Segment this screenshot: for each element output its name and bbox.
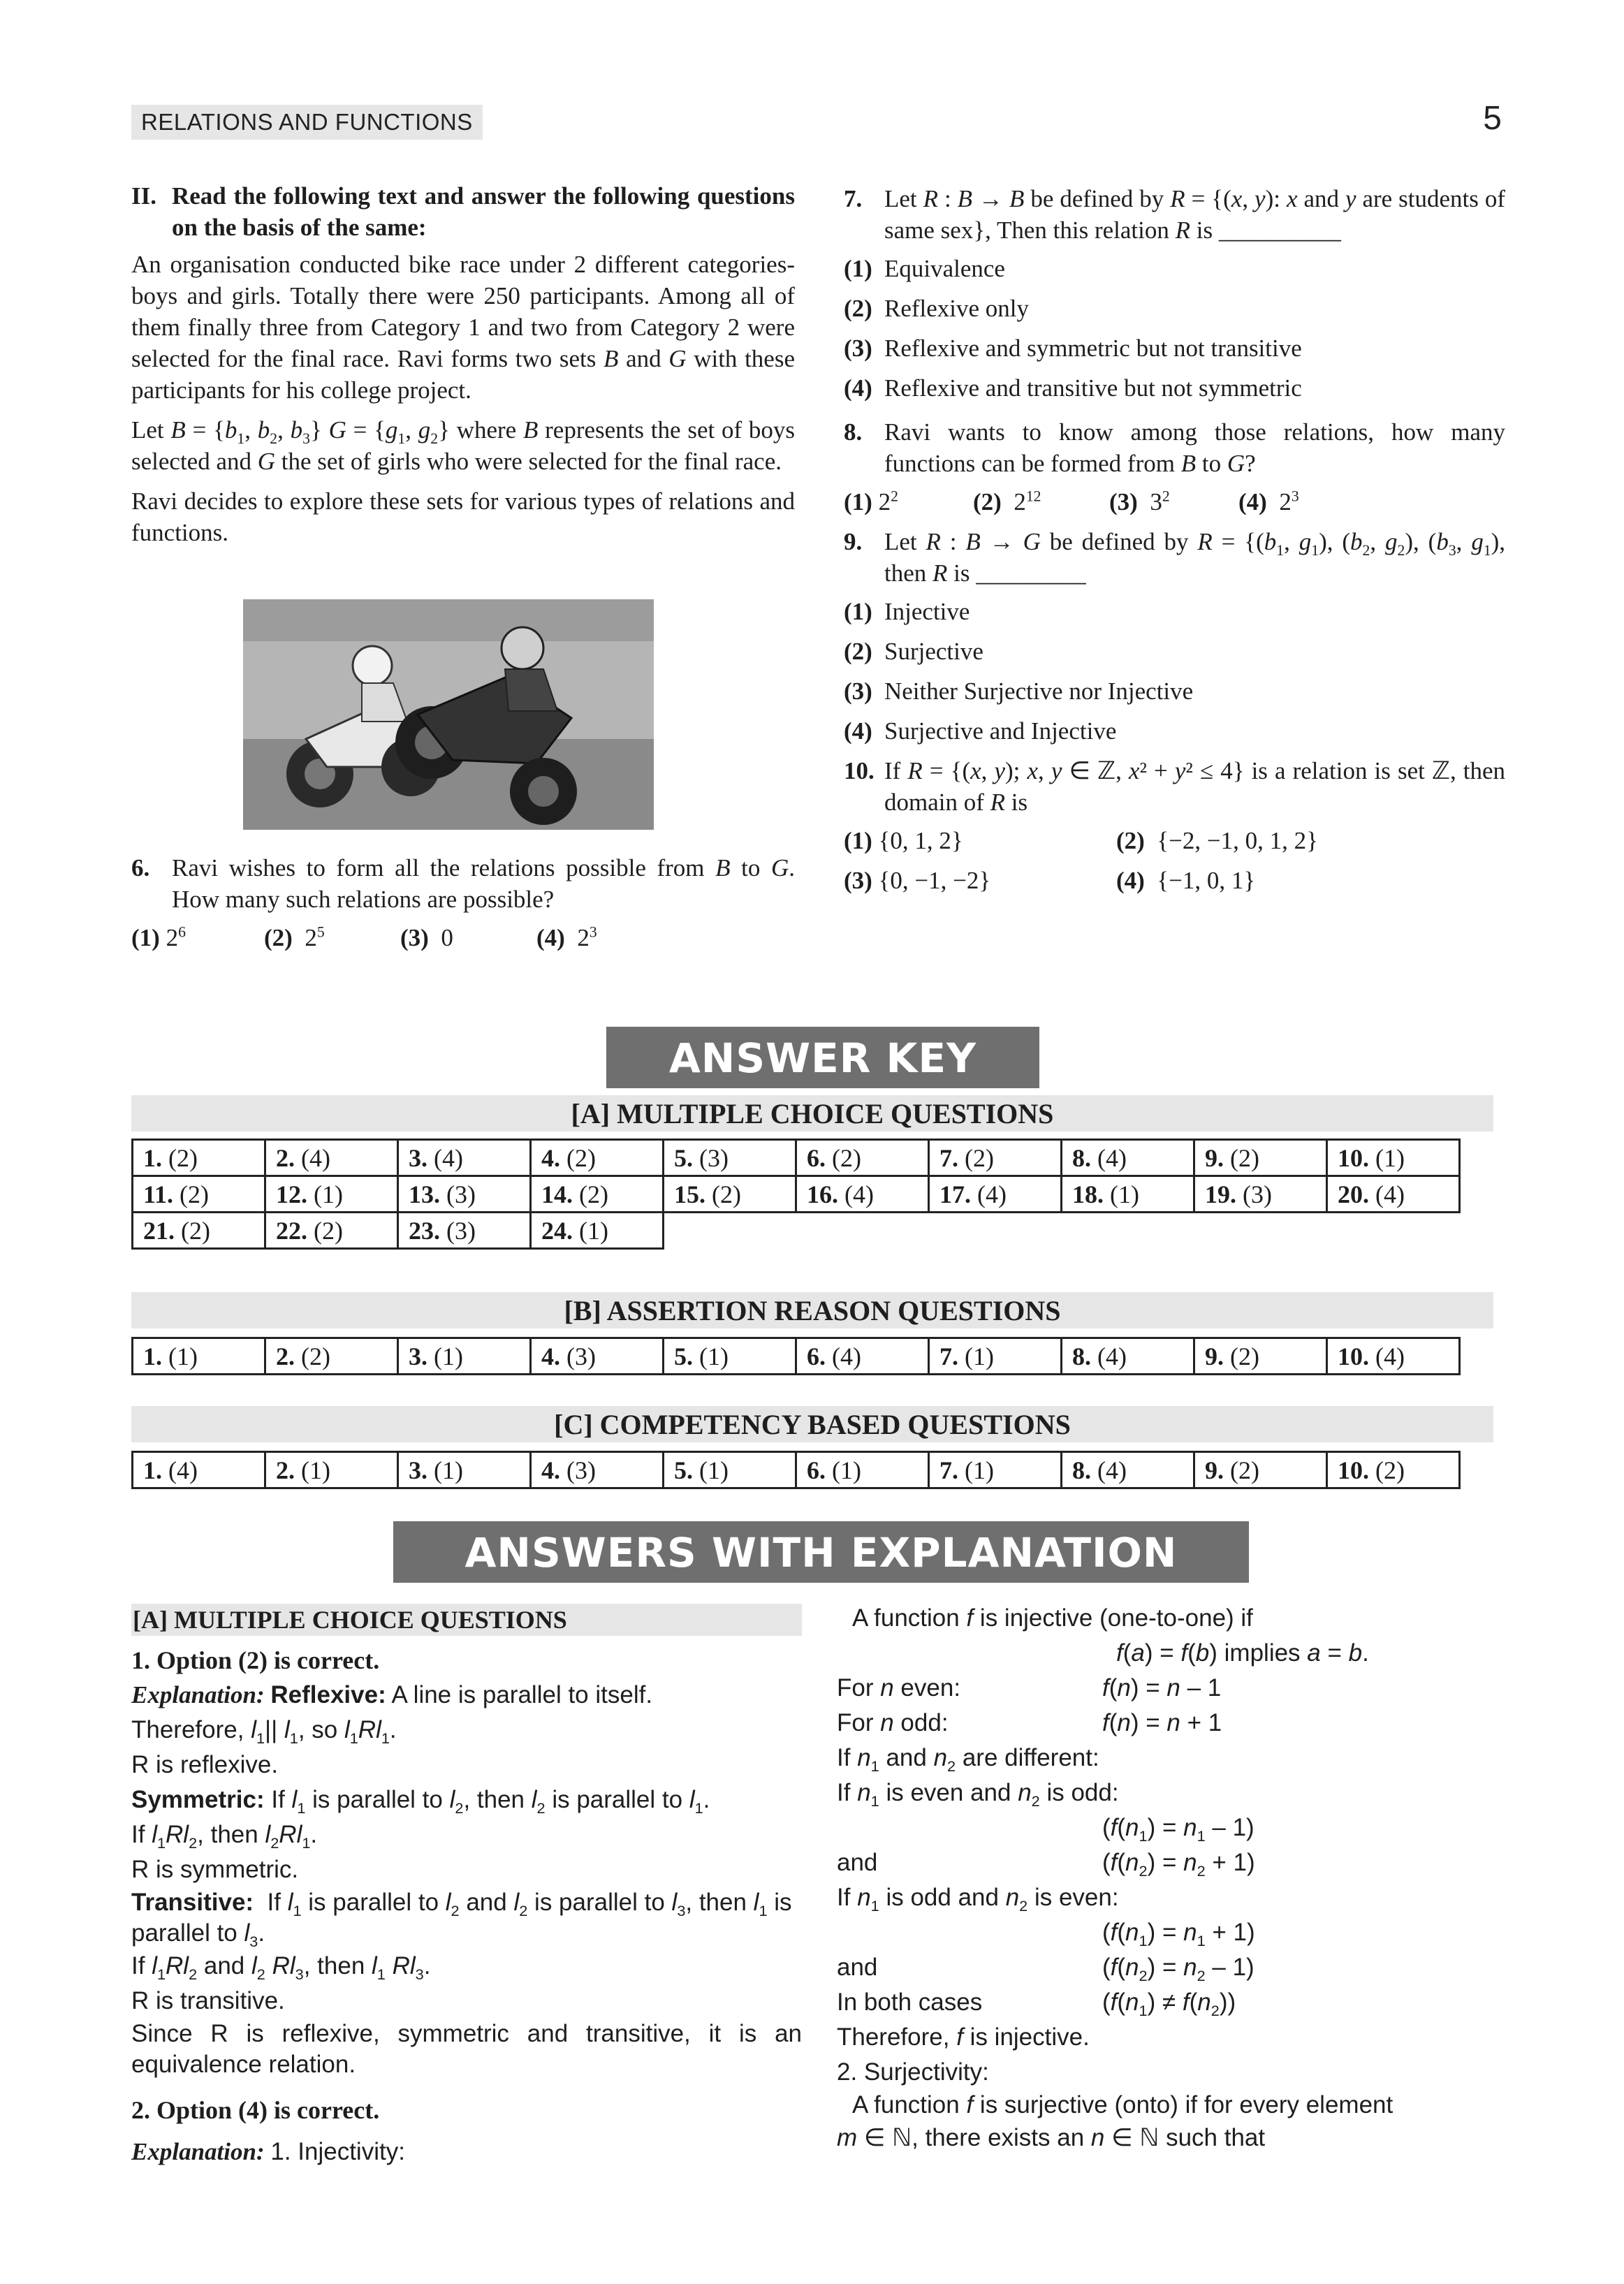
answer-option: (4)	[1097, 1143, 1127, 1172]
page-number: 5	[1483, 100, 1502, 137]
answer-option: (1)	[434, 1456, 463, 1484]
answer-number: 17.	[939, 1180, 971, 1208]
answer-1-explanation: Explanation: Reflexive: A line is parallel to itself. Therefore, $l_1||$ $l_1$, so $l_1Rl_1$. R is reflexive. Symmetric: If $l_1$ is parallel to $l_2$, then $l_2$ is parallel to $l_1$. If $l_1Rl_2$, then $l_2Rl_1$. R is symmetric. Transitive: If $l_1$ is parallel to $l_2$ and $l_2$ is parallel to $l_3$, then $l_1$ is parallel to $l_3$. If $l_1Rl_2$ and $l_2$ $Rl_3$, then $l_1$ $Rl_3$. R is transitive. Since R is reflexive, symmetric and transitive, it is an equivalence relation.	[131, 1681, 802, 2078]
answer-option: (2)	[181, 1216, 210, 1245]
answer-1-heading: 1. Option (2) is correct.	[131, 1646, 380, 1674]
mcq-band: [A] MULTIPLE CHOICE QUESTIONS	[131, 1095, 1493, 1132]
answer-option: (4)	[977, 1180, 1007, 1208]
a-cell	[1327, 1176, 1460, 1213]
answer-number: 5.	[674, 1143, 693, 1172]
a-empty-cell	[1194, 1213, 1327, 1249]
q8-option-2: (2) $2^{12}$	[973, 488, 1041, 515]
competency-band: [C] COMPETENCY BASED QUESTIONS	[131, 1406, 1493, 1442]
q10-option-3: (3) {0, −1, −2}	[844, 867, 991, 894]
c-cell	[1062, 1452, 1194, 1488]
answer-option: (1)	[965, 1456, 994, 1484]
q10-options-row-2	[844, 865, 1505, 896]
answer-number: 7.	[939, 1143, 958, 1172]
answer-number: 18.	[1072, 1180, 1104, 1208]
b-cell	[664, 1338, 796, 1375]
q8-option-4: (4) $2^3$	[1238, 488, 1299, 515]
q6-options	[131, 922, 795, 953]
answer-option: (1)	[168, 1342, 198, 1370]
c-cell	[398, 1452, 531, 1488]
answer-option: (2)	[314, 1216, 343, 1245]
b-cell	[265, 1338, 398, 1375]
answer-option: (2)	[566, 1143, 596, 1172]
c-cell	[1327, 1452, 1460, 1488]
a-cell	[398, 1213, 531, 1249]
q7-option-4: (4) Reflexive and transitive but not symmetric	[844, 374, 1302, 402]
c-cell	[929, 1452, 1062, 1488]
answer-option: (2)	[1375, 1456, 1405, 1484]
answer-option: (2)	[965, 1143, 994, 1172]
answer-number: 8.	[1072, 1456, 1091, 1484]
answer-number: 1.	[143, 1143, 162, 1172]
bike-race-illustration	[243, 599, 654, 830]
answer-number: 10.	[1338, 1456, 1369, 1484]
answer-number: 16.	[807, 1180, 838, 1208]
explanation-banner: ANSWERS WITH EXPLANATION	[393, 1521, 1249, 1583]
a-cell	[398, 1176, 531, 1213]
a-cell	[664, 1140, 796, 1176]
answer-number: 2.	[276, 1143, 295, 1172]
c-cell	[1194, 1452, 1327, 1488]
c-cell	[531, 1452, 664, 1488]
a-cell	[133, 1140, 265, 1176]
answer-option: (3)	[1243, 1180, 1272, 1208]
c-cell	[265, 1452, 398, 1488]
answer-option: (4)	[1097, 1342, 1127, 1370]
case-study-heading	[131, 180, 795, 243]
answer-option: (1)	[434, 1342, 463, 1370]
answer-number: 5.	[674, 1456, 693, 1484]
answer-option: (4)	[1375, 1342, 1405, 1370]
answer-number: 9.	[1205, 1456, 1224, 1484]
q8-option-1: (1) $2^2$	[844, 488, 898, 515]
answer-number: 1.	[143, 1342, 162, 1370]
a-cell	[531, 1213, 664, 1249]
answer-number: 7.	[939, 1456, 958, 1484]
a-cell	[1327, 1140, 1460, 1176]
answer-number: 15.	[674, 1180, 705, 1208]
question-10	[844, 755, 1505, 818]
q9-option-4: (4) Surjective and Injective	[844, 717, 1117, 745]
section-header: RELATIONS AND FUNCTIONS	[131, 105, 483, 140]
answer-option: (2)	[832, 1143, 861, 1172]
a-cell	[1062, 1176, 1194, 1213]
answer-option: (2)	[180, 1180, 209, 1208]
a-row	[133, 1176, 1460, 1213]
answer-option: (1)	[699, 1456, 729, 1484]
a-cell	[929, 1140, 1062, 1176]
q6-number: 6.	[131, 854, 150, 881]
answer-option: (1)	[832, 1456, 861, 1484]
answer-number: 4.	[541, 1342, 560, 1370]
q10-number: 10.	[844, 757, 875, 784]
a-cell	[531, 1176, 664, 1213]
q6-option-4: (4) $2^3$	[536, 923, 597, 951]
case-paragraph-2: Let $B = \{b_1$, $b_2$, $b_3$} $G = \{g_1$, $g_2$} where B represents the set of boys selected and G the set of girls who were selected for the final race.	[131, 416, 796, 475]
q6-option-3: (3) 0	[400, 924, 453, 951]
answer-number: 3.	[409, 1456, 427, 1484]
answer-number: 4.	[541, 1143, 560, 1172]
answer-number: 8.	[1072, 1342, 1091, 1370]
q9-text: Let R : B → G be defined by $R = \{(b_1$, $g_1$), ($b_2$, $g_2$), ($b_3$, $g_1$), then R is _________	[884, 528, 1506, 587]
answer-number: 24.	[541, 1216, 573, 1245]
b-cell	[796, 1338, 929, 1375]
q7-text: Let R : B → B be defined by R = {(x, y): x and y are students of same sex}, Then this relation R is __________	[884, 185, 1506, 244]
a-cell	[1062, 1140, 1194, 1176]
q7-option-1: (1) Equivalence	[844, 255, 1005, 282]
answer-option: (3)	[566, 1342, 596, 1370]
b-cell	[929, 1338, 1062, 1375]
q9-option-1: (1) Injective	[844, 598, 970, 625]
a-cell	[265, 1176, 398, 1213]
answer-number: 14.	[541, 1180, 573, 1208]
q6-option-1: (1) $2^6$	[131, 923, 186, 951]
answer-option: (2)	[1230, 1456, 1259, 1484]
case-paragraph-3: Ravi decides to explore these sets for various types of relations and functions.	[131, 488, 795, 546]
q8-options	[844, 486, 1505, 518]
a-cell	[398, 1140, 531, 1176]
answer-option: (1)	[965, 1342, 994, 1370]
left-column	[131, 180, 795, 557]
a-empty-cell	[664, 1213, 796, 1249]
answer-option: (1)	[314, 1180, 343, 1208]
surjectivity-heading: 2. Surjectivity:	[837, 2058, 989, 2086]
answer-number: 9.	[1205, 1143, 1224, 1172]
answer-option: (2)	[579, 1180, 608, 1208]
a-cell	[1194, 1140, 1327, 1176]
c-row	[133, 1452, 1460, 1488]
answer-option: (3)	[699, 1143, 729, 1172]
c-cell	[796, 1452, 929, 1488]
answer-number: 7.	[939, 1342, 958, 1370]
answer-option: (1)	[1110, 1180, 1139, 1208]
answer-option: (4)	[844, 1180, 874, 1208]
q9-number: 9.	[844, 528, 863, 555]
answer-option: (2)	[168, 1143, 198, 1172]
q7-option-2: (2) Reflexive only	[844, 295, 1030, 322]
q9-option-2: (2) Surjective	[844, 638, 983, 665]
answer-option: (1)	[699, 1342, 729, 1370]
answer-number: 12.	[276, 1180, 307, 1208]
b-row	[133, 1338, 1460, 1375]
answer-number: 9.	[1205, 1342, 1224, 1370]
a-row	[133, 1213, 1460, 1249]
answer-option: (3)	[446, 1216, 476, 1245]
q8-number: 8.	[844, 418, 863, 446]
q7-option-3: (3) Reflexive and symmetric but not transitive	[844, 335, 1302, 362]
answer-number: 6.	[807, 1456, 826, 1484]
answer-2-explanation-start: Explanation: 1. Injectivity:	[131, 2138, 405, 2165]
a-cell	[265, 1140, 398, 1176]
assertion-answer-table	[131, 1337, 1461, 1375]
answer-number: 3.	[409, 1342, 427, 1370]
case-paragraph-1: An organisation conducted bike race under 2 different categories-boys and girls. Totally there were 250 participants. Among all of them finally three from Category 1 and two from Category 2 were selected for the final race. Ravi forms two sets B and G with these participants for his college project.	[131, 251, 796, 404]
question-7	[844, 183, 1505, 246]
c-cell	[133, 1452, 265, 1488]
answer-option: (4)	[168, 1456, 198, 1484]
answer-number: 5.	[674, 1342, 693, 1370]
q6-option-2: (2) $2^5$	[264, 923, 325, 951]
question-6	[131, 852, 795, 953]
answer-number: 2.	[276, 1342, 295, 1370]
answer-number: 1.	[143, 1456, 162, 1484]
a-empty-cell	[1062, 1213, 1194, 1249]
heading-number: II.	[131, 182, 156, 210]
answer-number: 4.	[541, 1456, 560, 1484]
question-9	[844, 526, 1505, 589]
answer-number: 10.	[1338, 1342, 1369, 1370]
a-cell	[133, 1176, 265, 1213]
answer-2-heading: 2. Option (4) is correct.	[131, 2096, 380, 2124]
answer-key-banner: ANSWER KEY	[606, 1027, 1039, 1088]
answer-option: (3)	[446, 1180, 476, 1208]
a-empty-cell	[796, 1213, 929, 1249]
answer-number: 22.	[276, 1216, 307, 1245]
b-cell	[398, 1338, 531, 1375]
a-cell	[133, 1213, 265, 1249]
answer-option: (2)	[1230, 1342, 1259, 1370]
b-cell	[1062, 1338, 1194, 1375]
answer-option: (1)	[579, 1216, 608, 1245]
answer-number: 2.	[276, 1456, 295, 1484]
answer-number: 10.	[1338, 1143, 1369, 1172]
answer-option: (2)	[301, 1342, 330, 1370]
a-cell	[796, 1176, 929, 1213]
a-cell	[1194, 1176, 1327, 1213]
q9-option-3: (3) Neither Surjective nor Injective	[844, 678, 1194, 705]
q8-text: Ravi wants to know among those relations, how many functions can be formed from B to G?	[884, 418, 1505, 477]
answer-number: 6.	[807, 1342, 826, 1370]
c-cell	[664, 1452, 796, 1488]
b-cell	[133, 1338, 265, 1375]
answer-option: (2)	[1230, 1143, 1259, 1172]
answer-option: (4)	[1097, 1456, 1127, 1484]
a-empty-cell	[1327, 1213, 1460, 1249]
assertion-band: [B] ASSERTION REASON QUESTIONS	[131, 1292, 1493, 1328]
answer-number: 21.	[143, 1216, 175, 1245]
answer-option: (4)	[434, 1143, 463, 1172]
answer-number: 23.	[409, 1216, 440, 1245]
a-cell	[265, 1213, 398, 1249]
a-cell	[664, 1176, 796, 1213]
answer-number: 8.	[1072, 1143, 1091, 1172]
right-column	[844, 183, 1505, 896]
q10-text: If R = {(x, y); x, y ∈ ℤ, x² + y² ≤ 4} is a relation is set ℤ, then domain of R is	[884, 757, 1506, 816]
answer-number: 6.	[807, 1143, 826, 1172]
answer-number: 13.	[409, 1180, 440, 1208]
answer-number: 20.	[1338, 1180, 1369, 1208]
b-cell	[1194, 1338, 1327, 1375]
a-cell	[929, 1176, 1062, 1213]
q10-options-row-1	[844, 825, 1505, 856]
answer-number: 11.	[143, 1180, 174, 1208]
q6-text: Ravi wishes to form all the relations possible from B to G. How many such relations are possible?	[172, 854, 796, 913]
answer-option: (3)	[566, 1456, 596, 1484]
answer-number: 19.	[1205, 1180, 1236, 1208]
explanation-section-title: [A] MULTIPLE CHOICE QUESTIONS	[131, 1604, 802, 1636]
b-cell	[1327, 1338, 1460, 1375]
q8-option-3: (3) $3^2$	[1109, 488, 1170, 515]
q10-option-4: (4) {−1, 0, 1}	[1116, 867, 1256, 894]
a-empty-cell	[929, 1213, 1062, 1249]
answer-option: (4)	[832, 1342, 861, 1370]
answer-option: (4)	[301, 1143, 330, 1172]
q10-option-1: (1) {0, 1, 2}	[844, 827, 963, 854]
bike-race-photo	[243, 599, 654, 830]
a-row	[133, 1140, 1460, 1176]
answer-number: 3.	[409, 1143, 427, 1172]
explanation-right-column: A function f is injective (one-to-one) if f(a) = f(b) implies a = b. For n even: f(n) = n – 1 For n odd: f(n) = n + 1 If $n_1$ and $n_2$ are different: If $n_1$ is even and $n_2$ is odd: $(f(n_1) = n_1 - 1)$ and $(f(n_2) = n_2 + 1)$ If $n_1$ is odd and $n_2$ is even: $(f(n_1) = n_1 + 1)$ and $(f(n_2) = n_2 - 1)$ In both cases $(f(n_1) \ne f(n_2))$ Therefore, f is injective. 2. Surjectivity: A function f is surjective (onto) if for every element m ∈ ℕ, there exists an n ∈ ℕ such that	[837, 1601, 1505, 2155]
answer-option: (1)	[301, 1456, 330, 1484]
b-cell	[531, 1338, 664, 1375]
heading-text: Read the following text and answer the following questions on the basis of the same:	[172, 182, 795, 241]
competency-answer-table	[131, 1451, 1461, 1489]
question-8	[844, 416, 1505, 479]
answer-option: (1)	[1375, 1143, 1405, 1172]
mcq-answer-table	[131, 1139, 1461, 1250]
answer-option: (2)	[712, 1180, 741, 1208]
q10-option-2: (2) {−2, −1, 0, 1, 2}	[1116, 827, 1318, 854]
a-cell	[796, 1140, 929, 1176]
explanation-left-column	[131, 1604, 802, 2169]
q7-number: 7.	[844, 185, 863, 212]
a-cell	[531, 1140, 664, 1176]
answer-option: (4)	[1375, 1180, 1405, 1208]
